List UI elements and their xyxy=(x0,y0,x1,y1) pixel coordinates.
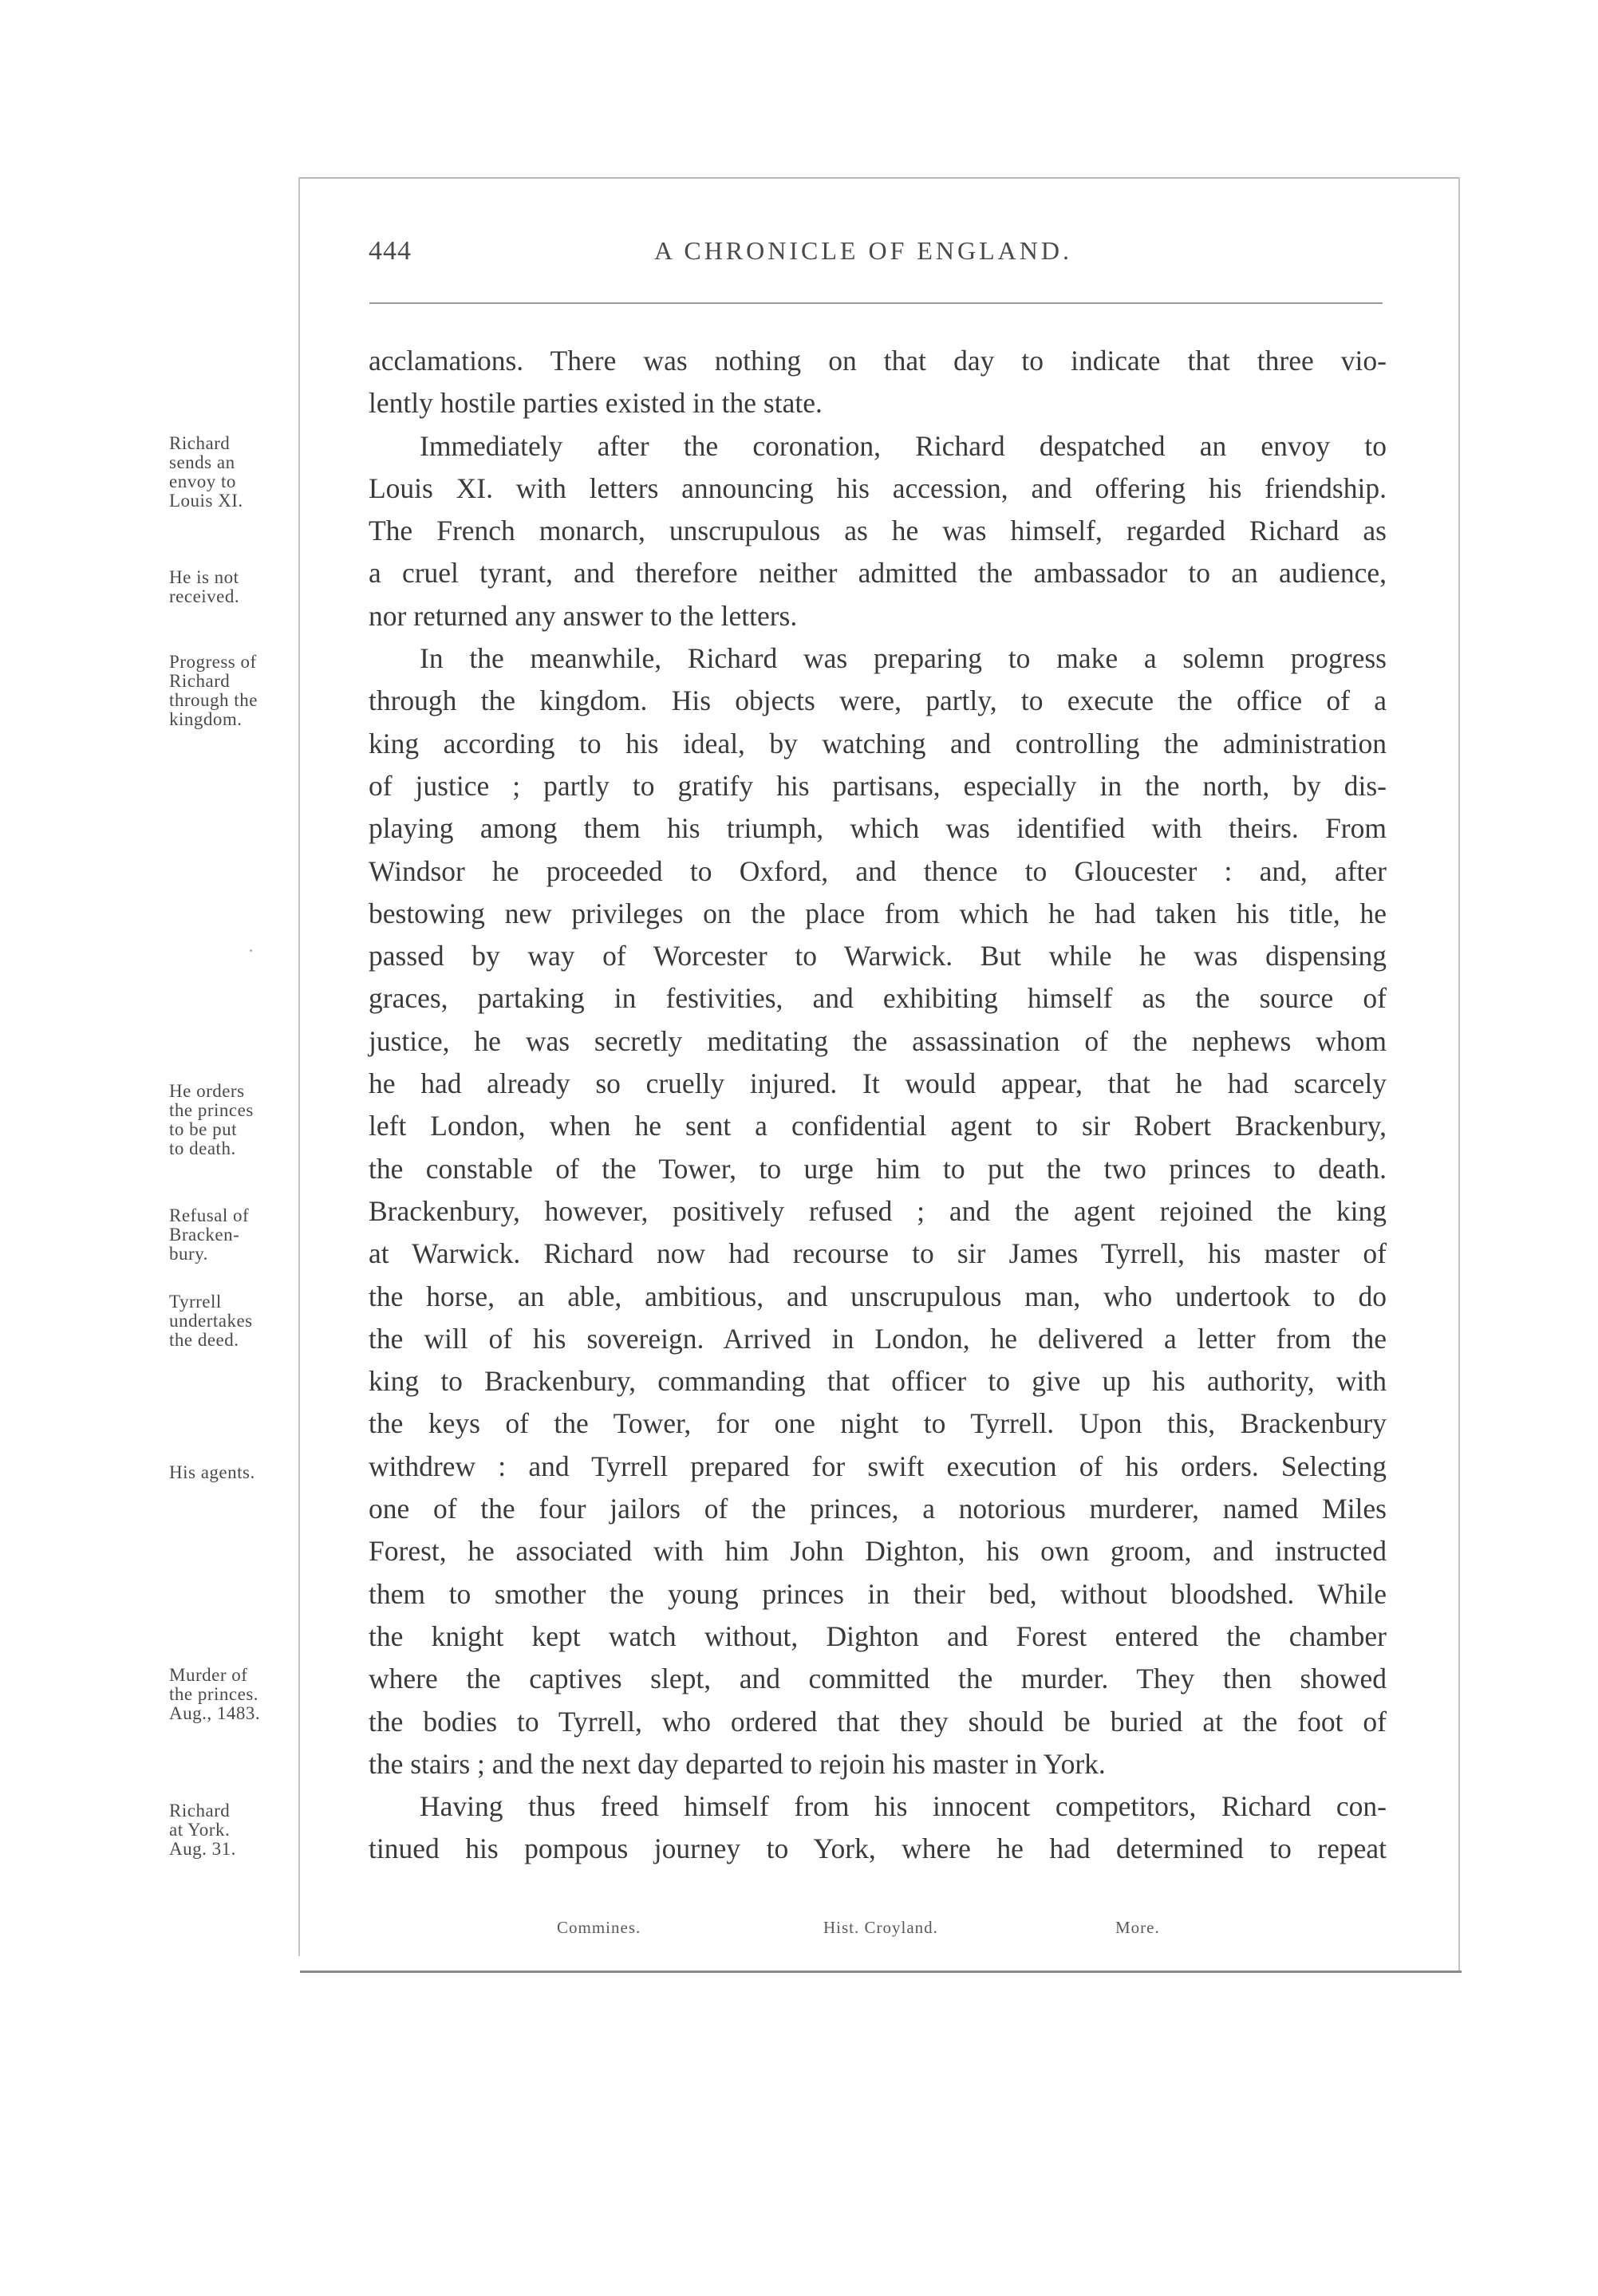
body-line: the constable of the Tower, to urge him to put the two princes to death. xyxy=(369,1152,1387,1185)
sidenote-line: Richard xyxy=(169,433,231,453)
footnote-hist-croyland: Hist. Croyland. xyxy=(823,1918,938,1937)
sidenote-line: Progress of xyxy=(169,652,257,672)
sidenote-line: envoy to xyxy=(169,471,236,491)
stray-mark xyxy=(250,949,252,952)
sidenote-line: Richard xyxy=(169,1801,231,1821)
body-line: acclamations. There was nothing on that day to indicate that three vio- xyxy=(369,345,1387,377)
sidenote-murder xyxy=(169,1666,297,1723)
body-line: nor returned any answer to the letters. xyxy=(369,599,798,632)
sidenote-line: Murder of xyxy=(169,1665,248,1685)
body-line: the keys of the Tower, for one night to Tyrrell. Upon this, Brackenbury xyxy=(369,1407,1387,1440)
body-line: left London, when he sent a confidential agent to sir Robert Brackenbury, xyxy=(369,1110,1387,1142)
sidenote-tyrrell xyxy=(169,1292,297,1350)
sidenote-line: to death. xyxy=(169,1138,236,1158)
body-line: withdrew : and Tyrrell prepared for swift execution of his orders. Selecting xyxy=(369,1450,1387,1482)
body-line: Having thus freed himself from his innocent competitors, Richard con- xyxy=(420,1790,1387,1823)
sidenote-progress xyxy=(169,653,297,729)
sidenote-line: to be put xyxy=(169,1119,237,1139)
body-line: In the meanwhile, Richard was preparing to make a solemn progress xyxy=(420,642,1387,675)
sidenote-agents xyxy=(169,1463,297,1482)
body-line: where the captives slept, and committed the murder. They then showed xyxy=(369,1663,1387,1695)
sidenote-refusal xyxy=(169,1206,297,1264)
sidenote-line: Tyrrell xyxy=(169,1292,222,1312)
body-line: one of the four jailors of the princes, a notorious murderer, named Miles xyxy=(369,1493,1387,1525)
body-line: of justice ; partly to gratify his partisans, especially in the north, by dis- xyxy=(369,769,1387,802)
body-line: graces, partaking in festivities, and exhibiting himself as the source of xyxy=(369,982,1387,1015)
body-text xyxy=(369,340,1387,1871)
body-line: bestowing new privileges on the place from which he had taken his title, he xyxy=(369,897,1387,929)
footnote-more: More. xyxy=(1115,1918,1160,1937)
body-line: The French monarch, unscrupulous as he was himself, regarded Richard as xyxy=(369,515,1387,547)
sidenote-line: at York. xyxy=(169,1820,231,1840)
footnote-commines: Commines. xyxy=(557,1918,641,1937)
sidenote-line: His agents. xyxy=(169,1462,255,1482)
sidenote-line: He orders xyxy=(169,1081,245,1101)
frame-bottom-rule xyxy=(300,1971,1462,1973)
frame-right-rule xyxy=(1458,177,1460,1972)
sidenote-line: Bracken- xyxy=(169,1225,240,1245)
body-line: playing among them his triumph, which was identified with theirs. From xyxy=(369,812,1387,845)
body-line: Forest, he associated with him John Dighton, his own groom, and instructed xyxy=(369,1535,1387,1568)
body-line: through the kingdom. His objects were, partly, to execute the office of a xyxy=(369,684,1387,717)
sidenote-line: received. xyxy=(169,586,240,606)
body-line: Louis XI. with letters announcing his accession, and offering his friendship. xyxy=(369,471,1387,504)
header-rule xyxy=(369,302,1383,304)
body-line: he had already so cruelly injured. It would appear, that he had scarcely xyxy=(369,1067,1387,1100)
sidenote-line: Aug. 31. xyxy=(169,1839,236,1859)
sidenote-orders xyxy=(169,1082,297,1158)
body-line: king to Brackenbury, commanding that officer to give up his authority, with xyxy=(369,1365,1387,1398)
body-line: the bodies to Tyrrell, who ordered that they should be buried at the foot of xyxy=(369,1705,1387,1738)
body-line: the horse, an able, ambitious, and unscrupulous man, who undertook to do xyxy=(369,1280,1387,1312)
sidenote-line: the deed. xyxy=(169,1330,239,1350)
sidenote-line: the princes xyxy=(169,1100,254,1120)
sidenote-line: Louis XI. xyxy=(169,491,243,511)
frame-left-rule xyxy=(298,177,300,1956)
sidenote-line: through the xyxy=(169,690,258,710)
page-number: 444 xyxy=(369,236,412,266)
sidenote-line: He is not xyxy=(169,567,239,587)
body-line: Windsor he proceeded to Oxford, and thence to Gloucester : and, after xyxy=(369,854,1387,887)
sidenote-envoy xyxy=(169,434,297,511)
body-line: passed by way of Worcester to Warwick. But while he was dispensing xyxy=(369,940,1387,972)
sidenote-line: sends an xyxy=(169,452,235,472)
frame-top-rule xyxy=(298,177,1460,179)
sidenote-line: Aug., 1483. xyxy=(169,1703,261,1723)
body-line: them to smother the young princes in their bed, without bloodshed. While xyxy=(369,1577,1387,1610)
body-line: Immediately after the coronation, Richard despatched an envoy to xyxy=(420,429,1387,462)
sidenote-line: Richard xyxy=(169,671,231,691)
running-head: A CHRONICLE OF ENGLAND. xyxy=(654,236,1072,265)
sidenote-line: Refusal of xyxy=(169,1205,250,1225)
sidenote-line: kingdom. xyxy=(169,709,243,729)
body-line: the stairs ; and the next day departed to rejoin his master in York. xyxy=(369,1747,1106,1780)
sidenote-line: the princes. xyxy=(169,1684,259,1704)
sidenote-york xyxy=(169,1801,297,1859)
body-line: at Warwick. Richard now had recourse to sir James Tyrrell, his master of xyxy=(369,1237,1387,1270)
body-line: king according to his ideal, by watching and controlling the administration xyxy=(369,727,1387,759)
sidenote-line: bury. xyxy=(169,1244,208,1264)
sidenote-line: undertakes xyxy=(169,1311,253,1331)
body-line: tinued his pompous journey to York, where he had determined to repeat xyxy=(369,1832,1387,1865)
sidenote-not-received xyxy=(169,568,297,606)
body-line: justice, he was secretly meditating the assassination of the nephews whom xyxy=(369,1024,1387,1057)
body-line: lently hostile parties existed in the state. xyxy=(369,387,823,420)
body-line: the will of his sovereign. Arrived in London, he delivered a letter from the xyxy=(369,1322,1387,1355)
body-line: a cruel tyrant, and therefore neither admitted the ambassador to an audience, xyxy=(369,557,1387,590)
body-line: the knight kept watch without, Dighton and Forest entered the chamber xyxy=(369,1619,1387,1652)
body-line: Brackenbury, however, positively refused ; and the agent rejoined the king xyxy=(369,1194,1387,1227)
